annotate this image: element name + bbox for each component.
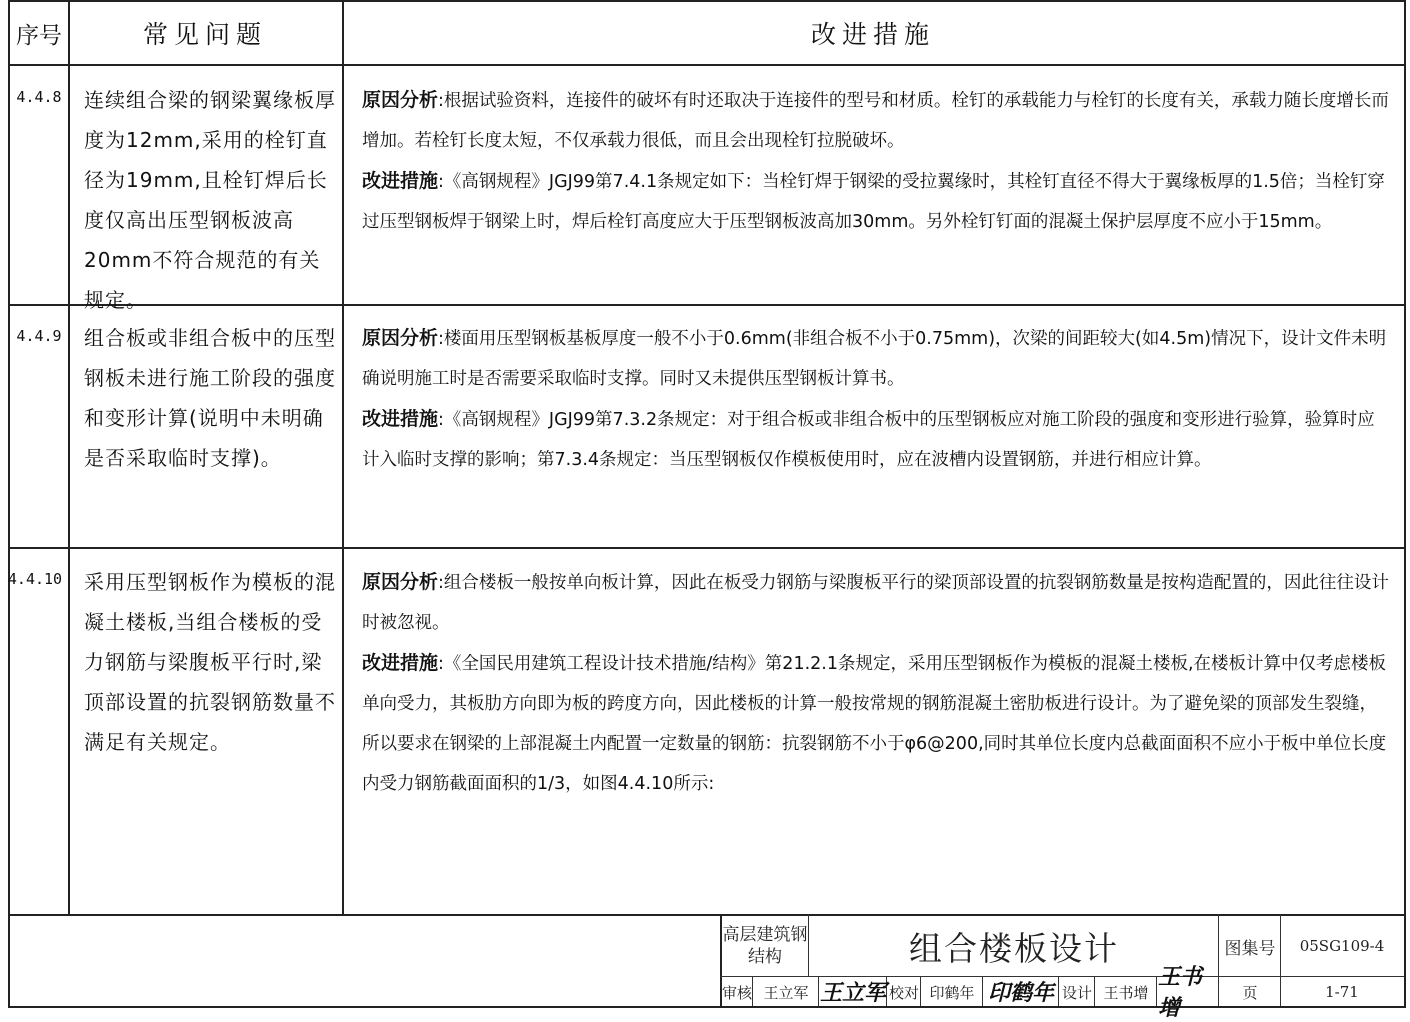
col-divider bbox=[68, 2, 70, 914]
row-problem: 组合板或非组合板中的压型钢板未进行施工阶段的强度和变形计算(说明中未明确是否采取临时支撑)。 bbox=[84, 326, 336, 470]
design-label: 设计 bbox=[1061, 983, 1092, 1002]
row-problem: 采用压型钢板作为模板的混凝土楼板,当组合楼板的受力钢筋与梁腹板平行时,梁顶部设置的抗裂钢筋数量不满足有关规定。 bbox=[84, 570, 336, 754]
fix-label: 改进措施 bbox=[362, 408, 439, 430]
atlas-no: 05SG109-4 bbox=[1299, 937, 1385, 955]
header-measure: 改进措施 bbox=[810, 20, 935, 49]
review-label: 审核 bbox=[722, 983, 753, 1002]
fix-text: :《高钢规程》JGJ99第7.4.1条规定如下：当栓钉焊于钢梁的受拉翼缘时，其栓钉直径不得大于翼缘板厚的1.5倍；当栓钉穿过压型钢板焊于钢梁上时，焊后栓钉高度应大于压型钢板波高加30mm。另外栓钉钉面的混凝土保护层厚度不应小于15mm。 bbox=[362, 172, 1385, 232]
reviewer-signature: 王立军 bbox=[820, 979, 887, 1006]
row-measure bbox=[362, 318, 1392, 480]
fix-text: :《全国民用建筑工程设计技术措施/结构》第21.2.1条规定，采用压型钢板作为模板的混凝土楼板,在楼板计算中仅考虑楼板单向受力，其板肋方向即为板的跨度方向，因此楼板的计算一般按常规的钢筋混凝土密肋板进行设计。为了避免梁的顶部发生裂缝，所以要求在钢梁的上部混凝土内配置一定数量的钢筋：抗裂钢筋不小于φ6@200,同时其单位长度内总截面面积不应小于板中单位长度内受力钢筋截面面积的1/3，如图4.4.10所示: bbox=[362, 654, 1387, 794]
sheet-title: 组合楼板设计 bbox=[909, 928, 1119, 968]
category-label: 高层建筑钢结构 bbox=[722, 925, 808, 967]
proofer-name: 印鹤年 bbox=[929, 983, 975, 1002]
header-problem: 常见问题 bbox=[142, 20, 267, 49]
header-seq: 序号 bbox=[16, 22, 62, 49]
cause-text: :楼面用压型钢板基板厚度一般不小于0.6mm(非组合板不小于0.75mm)，次梁的间距较大(如4.5m)情况下，设计文件未明确说明施工时是否需要采取临时支撑。同时又未提供压型钢板计算书。 bbox=[362, 329, 1387, 389]
row-measure bbox=[362, 562, 1392, 804]
cause-label: 原因分析 bbox=[362, 327, 439, 349]
cause-text: :根据试验资料，连接件的破坏有时还取决于连接件的型号和材质。栓钉的承载能力与栓钉的长度有关，承载力随长度增长而增加。若栓钉长度太短，不仅承载力很低，而且会出现栓钉拉脱破坏。 bbox=[362, 91, 1389, 151]
cause-label: 原因分析 bbox=[362, 89, 439, 111]
row-seq: 4.4.10 bbox=[7, 570, 63, 588]
reviewer-name: 王立军 bbox=[763, 983, 809, 1002]
col-divider bbox=[342, 2, 344, 914]
proofer-signature: 印鹤年 bbox=[987, 979, 1054, 1006]
page-number: 1-71 bbox=[1325, 983, 1359, 1001]
row-divider bbox=[10, 547, 1404, 549]
designer-signature: 王书增 bbox=[1158, 964, 1203, 1021]
fix-text: :《高钢规程》JGJ99第7.3.2条规定：对于组合板或非组合板中的压型钢板应对施工阶段的强度和变形进行验算，验算时应计入临时支撑的影响；第7.3.4条规定：当压型钢板仅作模板使用时，应在波槽内设置钢筋，并进行相应计算。 bbox=[362, 410, 1375, 470]
row-seq: 4.4.9 bbox=[16, 327, 62, 345]
fix-label: 改进措施 bbox=[362, 170, 439, 192]
designer-name: 王书增 bbox=[1103, 983, 1149, 1002]
proof-label: 校对 bbox=[888, 983, 919, 1002]
cause-text: :组合楼板一般按单向板计算，因此在板受力钢筋与梁腹板平行的梁顶部设置的抗裂钢筋数量是按构造配置的，因此往往设计时被忽视。 bbox=[362, 573, 1389, 633]
header-divider bbox=[10, 64, 1404, 66]
drawing-sheet bbox=[7, 0, 1406, 1021]
cause-label: 原因分析 bbox=[362, 571, 439, 593]
fix-label: 改进措施 bbox=[362, 652, 439, 674]
row-seq: 4.4.8 bbox=[16, 88, 62, 106]
row-measure bbox=[362, 80, 1392, 242]
row-problem: 连续组合梁的钢梁翼缘板厚度为12mm,采用的栓钉直径为19mm,且栓钉焊后长度仅高出压型钢板波高20mm不符合规范的有关规定。 bbox=[84, 88, 336, 312]
atlas-no-label: 图集号 bbox=[1224, 938, 1276, 959]
page-label: 页 bbox=[1242, 983, 1258, 1002]
